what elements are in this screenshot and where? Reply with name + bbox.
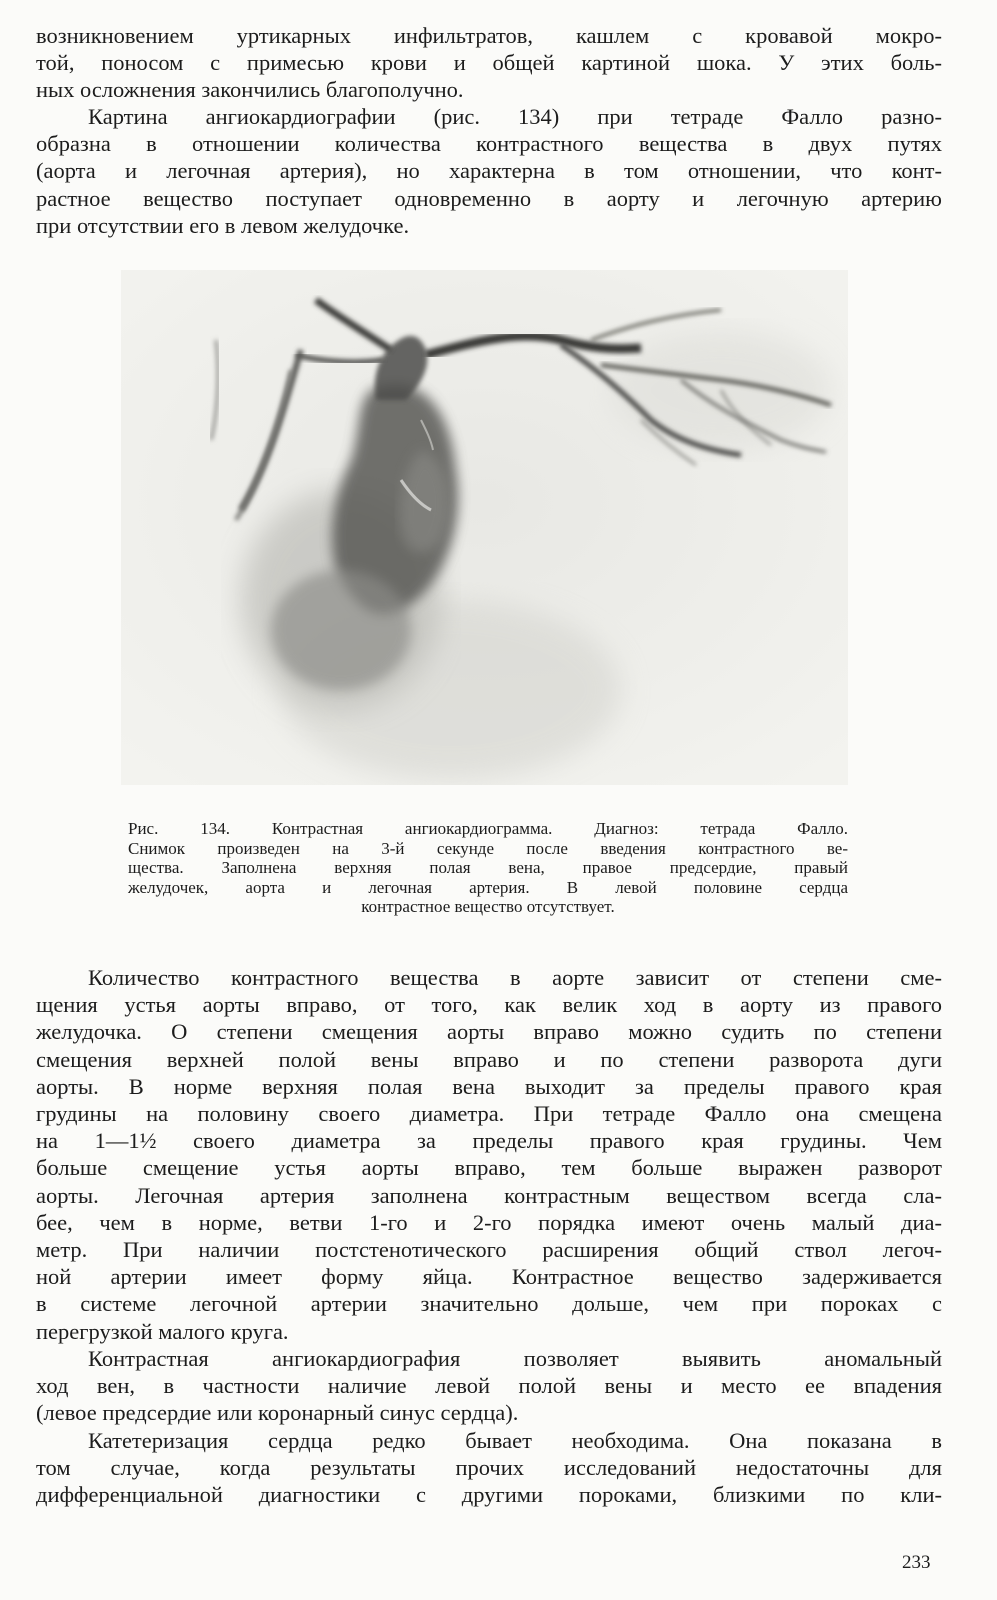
- caption-line: контрастное вещество отсутствует.: [361, 897, 615, 916]
- page-number: 233: [902, 1552, 931, 1573]
- text-line: той, поносом с примесью крови и общей картиной шока. У этих боль-: [36, 50, 942, 76]
- text-line: перегрузкой малого круга.: [36, 1318, 289, 1344]
- text-line: на 1—1½ своего диаметра за пределы правого края грудины. Чем: [36, 1128, 942, 1154]
- text-line: ход вен, в частности наличие левой полой вены и место ее впадения: [36, 1373, 942, 1399]
- text-line: аорты. В норме верхняя полая вена выходит за пределы правого края: [36, 1073, 942, 1099]
- paragraph-top: [36, 22, 942, 104]
- text-line: ных осложнения закончились благополучно.: [36, 77, 464, 103]
- caption-line: Снимок произведен на 3-й секунде после введения контрастного ве-: [128, 838, 848, 858]
- angiocardiogram-image: [121, 270, 848, 785]
- text-line: щения устья аорты вправо, от того, как велик ход в аорту из правого: [36, 992, 942, 1018]
- paragraph-veins: [36, 1345, 942, 1427]
- text-line: растное вещество поступает одновременно в аорту и легочную артерию: [36, 185, 942, 211]
- paragraph-angiography: [36, 103, 942, 239]
- text-line: (аорта и легочная артерия), но характерна в том отношении, что конт-: [36, 158, 942, 184]
- text-line: возникновением уртикарных инфильтратов, кашлем с кровавой мокро-: [36, 23, 942, 48]
- caption-line: желудочек, аорта и легочная артерия. В левой половине сердца: [128, 877, 848, 897]
- text-line: том случае, когда результаты прочих исследований недостаточны для: [36, 1455, 942, 1481]
- text-line: (левое предсердие или коронарный синус сердца).: [36, 1400, 519, 1426]
- text-line: образна в отношении количества контрастного вещества в двух путях: [36, 131, 942, 157]
- text-line: Картина ангиокардиографии (рис. 134) при тетраде Фалло разно-: [88, 104, 942, 129]
- caption-line: Рис. 134. Контрастная ангиокардиограмма. Диагноз: тетрада Фалло.: [128, 819, 848, 838]
- paragraph-catheterization: [36, 1427, 942, 1509]
- text-line: больше смещение устья аорты вправо, тем больше выражен разворот: [36, 1155, 942, 1181]
- text-line: грудины на половину своего диаметра. При тетраде Фалло она смещена: [36, 1101, 942, 1127]
- text-line: дифференциальной диагностики с другими пороками, близкими по кли-: [36, 1482, 942, 1508]
- text-line: при отсутствии его в левом желудочке.: [36, 212, 410, 238]
- text-line: аорты. Легочная артерия заполнена контрастным веществом всегда сла-: [36, 1182, 942, 1208]
- text-line: смещения верхней полой вены вправо и по степени разворота дуги: [36, 1046, 942, 1072]
- text-line: в системе легочной артерии значительно дольше, чем при пороках с: [36, 1291, 942, 1317]
- figure-caption: [128, 819, 848, 917]
- text-line: метр. При наличии постстенотического расширения общий ствол легоч-: [36, 1237, 942, 1263]
- text-line: Катетеризация сердца редко бывает необходима. Она показана в: [88, 1428, 942, 1453]
- paragraph-contrast-amount: [36, 964, 942, 1345]
- text-line: Контрастная ангиокардиография позволяет выявить аномальный: [88, 1346, 942, 1371]
- text-line: желудочка. О степени смещения аорты вправо можно судить по степени: [36, 1019, 942, 1045]
- text-line: Количество контрастного вещества в аорте зависит от степени сме-: [88, 965, 942, 990]
- text-line: бее, чем в норме, ветви 1-го и 2-го порядка имеют очень малый диа-: [36, 1209, 942, 1235]
- text-line: ной артерии имеет форму яйца. Контрастное вещество задерживается: [36, 1264, 942, 1290]
- caption-line: щества. Заполнена верхняя полая вена, правое предсердие, правый: [128, 858, 848, 877]
